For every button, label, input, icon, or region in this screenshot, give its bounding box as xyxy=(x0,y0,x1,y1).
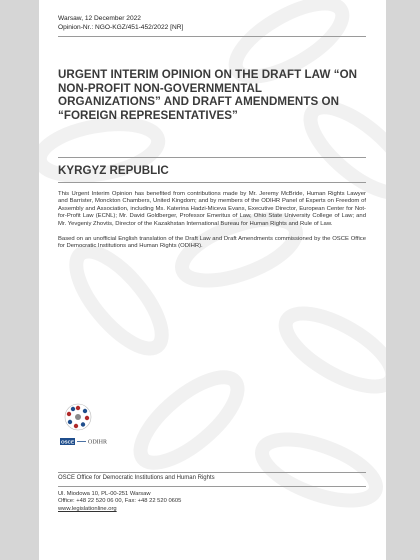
phone-fax: Office: +48 22 520 06 00, Fax: +48 22 520 0605 xyxy=(58,498,182,505)
country-heading: KYRGYZ REPUBLIC xyxy=(58,163,169,177)
osce-odihr-logo xyxy=(58,400,138,460)
header-meta xyxy=(58,15,366,32)
globe-emblem-icon xyxy=(65,404,91,430)
opinion-number: Opinion-Nr.: NGO-KGZ/451-452/2022 [NR] xyxy=(58,23,184,31)
title-divider xyxy=(58,157,366,158)
contributions-paragraph: This Urgent Interim Opinion has benefited from contributions made by Mr. Jeremy McBride, Human Rights Lawyer and Barrister, Monckton Chambers, United Kingdom; and by members of the ODIHR Panel of Experts on Freedom of Assembly and Association, including Ms. Katerina Hadzi-Miceva Evans, Executive Director, European Center for Not-for-Profit Law (ECNL); Mr. David Goldberger, Professor Emeritus of Law, Ohio State University College of Law; and Mr. Yevgeniy Zhovtis, Director of the Kazakhstan International Bureau for Human Rights and Rule of Law. xyxy=(58,190,366,227)
document-title: URGENT INTERIM OPINION ON THE DRAFT LAW “ON NON-PROFIT NON-GOVERNMENTAL ORGANIZATIONS” AND DRAFT AMENDMENTS ON “FOREIGN REPRESENTATIVES” xyxy=(58,68,358,122)
footer-office-name: OSCE Office for Democratic Institutions and Human Rights xyxy=(58,475,215,481)
header-divider xyxy=(58,36,366,37)
address-divider xyxy=(58,486,366,487)
street-address: Ul. Miodowa 10, PL-00-251 Warsaw xyxy=(58,491,151,497)
translation-note-paragraph: Based on an unofficial English translation of the Draft Law and Draft Amendments commissioned by the OSCE Office for Democratic Institutions and Human Rights (ODIHR). xyxy=(58,235,366,250)
country-divider xyxy=(58,182,366,183)
odihr-text: ODIHR xyxy=(88,439,107,446)
date-line: Warsaw, 12 December 2022 xyxy=(58,15,141,22)
osce-badge-text: OSCE xyxy=(60,439,75,445)
footer-address-block xyxy=(58,491,181,513)
document-content xyxy=(58,15,366,251)
document-page xyxy=(39,0,386,560)
website-link[interactable]: www.legislationline.org xyxy=(58,505,117,512)
footer-divider xyxy=(58,472,366,473)
